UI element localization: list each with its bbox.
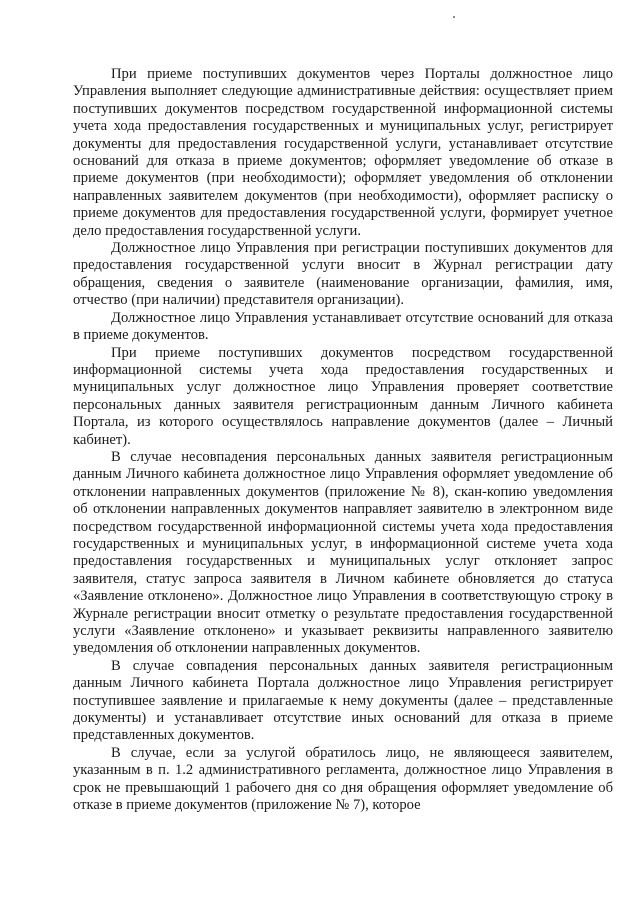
document-body: [73, 66, 613, 814]
paragraph: В случае совпадения персональных данных заявителя регистрационным данным Личного кабинета Портала должностное лицо Управления регистрирует поступившее заявление и прилагаемые к нему документы (далее – представленные документы) и устанавливает отсутствие иных оснований для отказа в приеме представленных документов.: [73, 657, 613, 744]
scan-dot: [453, 16, 455, 18]
paragraph: Должностное лицо Управления при регистрации поступивших документов для предоставления государственной услуги вносит в Журнал регистрации дату обращения, сведения о заявителе (наименование организации, фамилия, имя, отчество (при наличии) представителя организации).: [73, 240, 613, 309]
paragraph: При приеме поступивших документов посредством государственной информационной системы учета хода предоставления государственных и муниципальных услуг должностное лицо Управления проверяет соответствие персональных данных заявителя регистрационным данным Личного кабинета Портала, из которого осуществлялось направление документов (далее – Личный кабинет).: [73, 344, 613, 448]
paragraph: Должностное лицо Управления устанавливает отсутствие оснований для отказа в приеме документов.: [73, 309, 613, 344]
paragraph: В случае, если за услугой обратилось лицо, не являющееся заявителем, указанным в п. 1.2 административного регламента, должностное лицо Управления в срок не превышающий 1 рабочего дня со дня обращения оформляет уведомление об отказе в приеме документов (приложение № 7), которое: [73, 744, 613, 814]
paragraph: При приеме поступивших документов через Порталы должностное лицо Управления выполняет следующие административные действия: осуществляет прием поступивших документов посредством государственной информационной системы учета хода предоставления государственных и муниципальных услуг, регистрирует документы для предоставления государственной услуги, устанавливает отсутствие оснований для отказа в приеме документов; оформляет уведомление об отказе в приеме документов (при необходимости); оформляет уведомления об отклонении направленных заявителем документов (при необходимости), оформляет расписку о приеме документов для предоставления государственной услуги, формирует учетное дело предоставления государственной услуги.: [73, 66, 613, 239]
paragraph: В случае несовпадения персональных данных заявителя регистрационным данным Личного кабинета должностное лицо Управления оформляет уведомление об отклонении направленных документов (приложение № 8), скан-копию уведомления об отклонении направленных документов направляет заявителю в электронном виде посредством государственной информационной системы учета хода предоставления государственных и муниципальных услуг, в информационной системе учета хода предоставления государственных и муниципальных услуг отклоняет запрос заявителя, статус запроса заявителя в Личном кабинете обновляется до статуса «Заявление отклонено». Должностное лицо Управления в соответствующую строку в Журнале регистрации вносит отметку о результате предоставления государственной услуги «Заявление отклонено» и указывает реквизиты направленного заявителю уведомления об отклонении направленных документов.: [73, 448, 613, 657]
